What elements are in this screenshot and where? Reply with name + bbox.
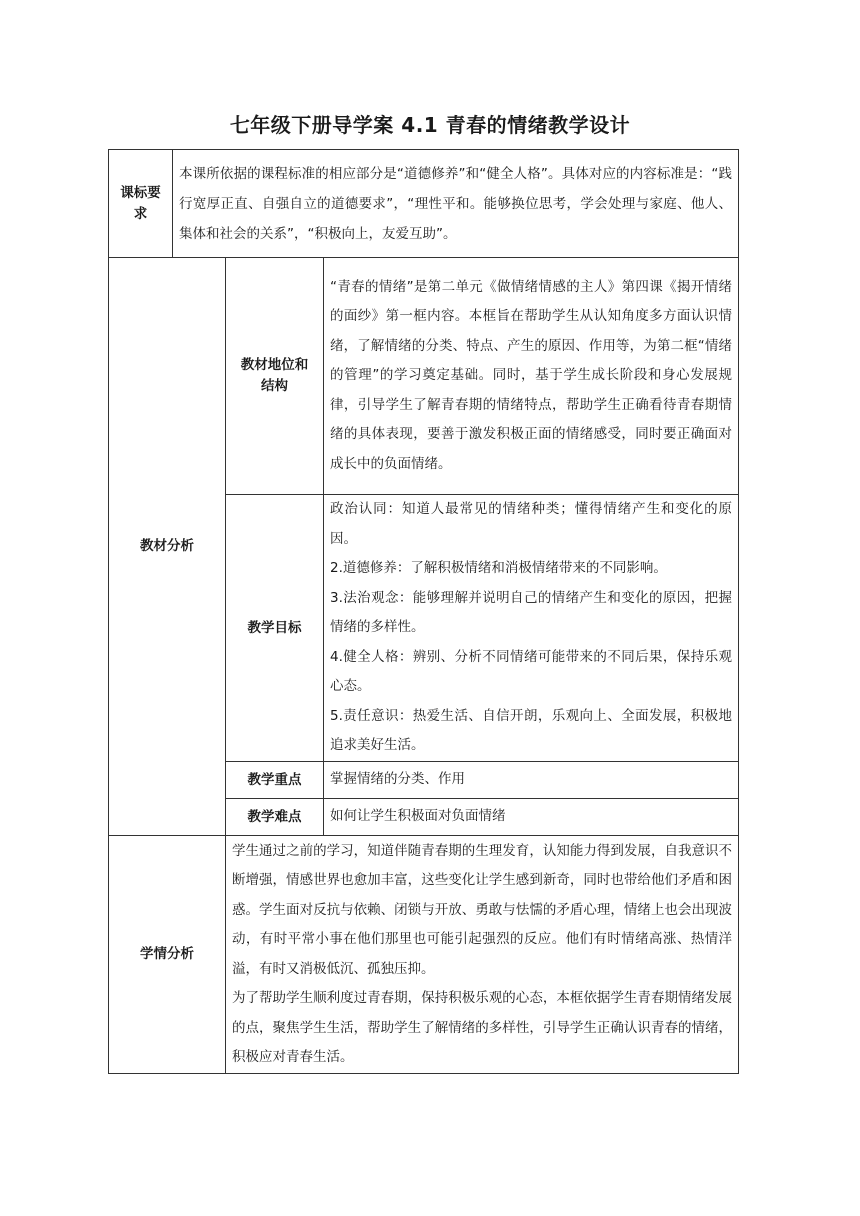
curriculum-label: 课标要求 xyxy=(109,150,173,258)
position-structure-text: “青春的情绪”是第二单元《做情绪情感的主人》第四课《揭开情绪的面纱》第一框内容。本框旨在帮助学生从认知角度多方面认识情绪，了解情绪的分类、特点、产生的原因、作用等，为第二框“情绪的管理”的学习奠定基础。同时，基于学生成长阶段和身心发展规律，引导学生了解青春期的情绪特点，帮助学生正确看待青春期情绪的具体表现，要善于激发积极正面的情绪感受，同时要正确面对成长中的负面情绪。 xyxy=(324,258,739,495)
curriculum-row xyxy=(109,150,739,258)
curriculum-text: 本课所依据的课程标准的相应部分是“道德修养”和“健全人格”。具体对应的内容标准是：“践行宽厚正直、自强自立的道德要求”，“理性平和。能够换位思考，学会处理与家庭、他人、集体和社会的关系”，“积极向上，友爱互助”。 xyxy=(173,150,739,258)
student-analysis-row xyxy=(109,836,739,1074)
goal-item: 3.法治观念：能够理解并说明自己的情绪产生和变化的原因，把握情绪的多样性。 xyxy=(330,589,733,636)
goal-item: 5.责任意识：热爱生活、自信开朗，乐观向上、全面发展，积极地追求美好生活。 xyxy=(330,707,733,754)
student-analysis-text xyxy=(226,836,739,1074)
lesson-design-table xyxy=(108,149,739,1074)
teaching-focus-text: 掌握情绪的分类、作用 xyxy=(324,762,739,799)
teaching-goals-label: 教学目标 xyxy=(226,495,324,762)
goal-item: 2.道德修养：了解积极情绪和消极情绪带来的不同影响。 xyxy=(330,560,667,577)
student-paragraph: 为了帮助学生顺利度过青春期，保持积极乐观的心态，本框依据学生青春期情绪发展的点，聚焦学生生活，帮助学生了解情绪的多样性，引导学生正确认识青春的情绪，积极应对青春生活。 xyxy=(232,990,733,1065)
teaching-goals-list xyxy=(324,495,739,762)
goal-item: 4.健全人格：辨别、分析不同情绪可能带来的不同后果，保持乐观心态。 xyxy=(330,648,733,695)
material-position-row xyxy=(109,258,739,495)
goal-item: 政治认同：知道人最常见的情绪种类；懂得情绪产生和变化的原因。 xyxy=(330,501,733,547)
teaching-difficulty-label: 教学难点 xyxy=(226,799,324,836)
material-analysis-label: 教材分析 xyxy=(109,258,226,836)
student-analysis-label: 学情分析 xyxy=(109,836,226,1074)
teaching-difficulty-text: 如何让学生积极面对负面情绪 xyxy=(324,799,739,836)
document-title: 七年级下册导学案 4.1 青春的情绪教学设计 xyxy=(229,113,631,137)
position-structure-label: 教材地位和结构 xyxy=(226,258,324,495)
teaching-focus-label: 教学重点 xyxy=(226,762,324,799)
student-paragraph: 学生通过之前的学习，知道伴随青春期的生理发育，认知能力得到发展，自我意识不断增强，情感世界也愈加丰富，这些变化让学生感到新奇，同时也带给他们矛盾和困惑。学生面对反抗与依赖、闭锁与开放、勇敢与怯懦的矛盾心理，情绪上也会出现波动，有时平常小事在他们那里也可能引起强烈的反应。他们有时情绪高涨、热情洋溢，有时又消极低沉、孤独压抑。 xyxy=(232,842,733,977)
